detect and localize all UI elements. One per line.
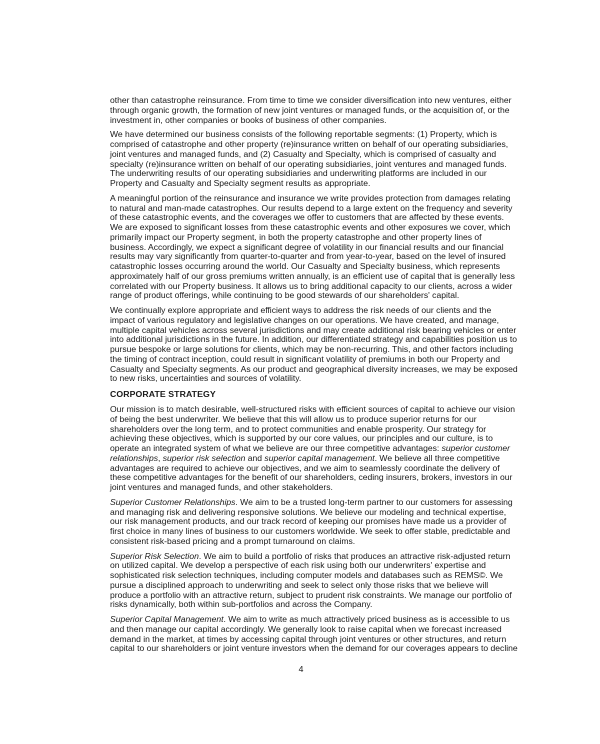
text-run: . We believe all three competitive: [374, 452, 500, 463]
text-line: shareholders over the long term, and to protect communities and enable prosperity. Our strategy for: [110, 423, 487, 434]
text-line: Property and Casualty and Specialty segment results as appropriate.: [110, 178, 371, 188]
text-line: sophisticated risk selection techniques, including computer models and databases such as REMS©. We: [110, 570, 503, 580]
text-line: The underwriting results of our operating subsidiaries and underwriting platforms are included in our: [110, 168, 487, 179]
text-line: risks dynamically, both within sub-portfolios and across the Company.: [110, 599, 373, 610]
text-run: operate an integrated system of what we believe are our three competitive advantages:: [110, 443, 442, 453]
paragraph-capital-management: [110, 614, 518, 654]
text-line: approximately half of our gross premiums written annually, is an efficient use of capital that is generally less: [110, 270, 515, 281]
text-line: produce a portfolio with an attractive return, subject to prudent risk constraints. We manage our portfolio of: [110, 589, 512, 600]
text-line: through organic growth, the formation of new joint ventures or managed funds, or the acquisition of, or the: [110, 104, 510, 115]
text-line: impact of various regulatory and legislative changes on our operations. We have created, and manage,: [110, 314, 499, 325]
text-line: on utilized capital. We develop a perspective of each risk using both our underwriters' expertise and: [110, 560, 486, 571]
text-line: of these catastrophic events, and the coverages we offer to customers that are affected by these events.: [110, 212, 505, 223]
text-line: We have determined our business consists of the following reportable segments: (1) Property, which is: [110, 129, 497, 140]
subsection-title: Superior Risk Selection: [110, 550, 199, 561]
text-run: and: [245, 452, 265, 463]
text-line: and then manage our capital accordingly. We generally look to raise capital when we forecast increased: [110, 623, 502, 634]
paragraph-catastrophes: [110, 192, 515, 301]
text-line: primarily impact our Property segment, in both the property catastrophe and other property lines of: [110, 231, 482, 242]
italic-term: superior risk selection: [162, 452, 246, 463]
text-run: . We aim to build a portfolio of risks that produces an attractive risk-adjusted return: [198, 550, 511, 561]
italic-term: superior customer: [441, 443, 511, 453]
text-run: ,: [158, 452, 163, 463]
text-line: business. Accordingly, we expect a significant degree of volatility in our financial results and our financial: [110, 241, 504, 252]
paragraph-segments: [110, 129, 509, 189]
paragraph-mission: [110, 404, 516, 493]
page-number: 4: [298, 664, 304, 674]
document-page: [110, 95, 518, 674]
text-run: . We aim to be a trusted long-term partner to our customers for assessing: [235, 496, 513, 507]
text-line: of being the best underwriter. We believe that this will allow us to produce superior returns for our: [110, 413, 477, 424]
text-line: comprised of catastrophe and other property (re)insurance written on behalf of our operating subsidiaries,: [110, 139, 509, 149]
text-line: to natural and man-made catastrophes. Our results depend to a large extent on the frequency and severity: [110, 202, 513, 213]
paragraph-risk-needs: [110, 305, 518, 384]
text-line: other than catastrophe reinsurance. From time to time we consider diversification into new ventures, either: [110, 95, 512, 105]
paragraph-risk-selection: [110, 550, 512, 611]
text-line: specialty (re)insurance written on behalf of our operating subsidiaries, joint ventures and managed funds.: [110, 158, 507, 169]
text-line: advantages are required to achieve our objectives, and we aim to seamlessly coordinate the delivery of: [110, 462, 500, 473]
italic-term: relationships: [110, 452, 158, 463]
text-line: capital to our shareholders or joint venture investors when the demand for our coverages appears to decline: [110, 643, 518, 654]
text-line: We continually explore appropriate and efficient ways to address the risk needs of our clients and the: [110, 305, 492, 315]
paragraph-diversification: [110, 95, 512, 125]
text-line: demand in the market, at times by accessing capital through joint ventures or other structures, and return: [110, 633, 507, 644]
text-line: first choice in many lines of business to our customers worldwide. We seek to offer stable, predictable and: [110, 526, 511, 536]
paragraph-customer-relationships: [110, 496, 513, 547]
italic-term: superior capital management: [264, 452, 375, 463]
text-line: catastrophic losses occurring around the world. Our Casualty and Specialty business, which represents: [110, 261, 501, 271]
text-line: consistent risk-based pricing and a prompt turnaround on claims.: [110, 535, 356, 546]
text-line: joint ventures and managed funds, and other stakeholders.: [110, 482, 333, 492]
text-line: range of product offerings, while continuing to be good stewards of our shareholders' capital.: [110, 290, 460, 301]
text-line: achieving these objectives, which is supported by our core values, our principles and our culture, is to: [110, 433, 493, 444]
text-line: A meaningful portion of the reinsurance and insurance we write provides protection from damages relating: [110, 192, 511, 203]
text-line: We are exposed to significant losses from these catastrophic events and other exposures we cover, which: [110, 222, 511, 232]
text-line: results may vary significantly from quarter-to-quarter and from year-to-year, based on the level of insured: [110, 251, 506, 262]
text-run: . We aim to write as much attractively priced business as is accessible to us: [223, 614, 510, 624]
subsection-title: Superior Capital Management: [110, 614, 224, 624]
section-heading: CORPORATE STRATEGY: [110, 389, 216, 399]
text-line: multiple capital vehicles across several jurisdictions and may create additional risk bearing vehicles or enter: [110, 324, 517, 335]
text-line: these competitive advantages for the benefit of our shareholders, ceding insurers, brokers, investors in our: [110, 472, 513, 483]
text-line: and managing risk and delivering responsive solutions. We believe our modeling and technical expertise,: [110, 506, 507, 517]
text-line: into additional jurisdictions in the future. In addition, our differentiated strategy and capabilities position us to: [110, 334, 518, 345]
text-line: the timing of contract inception, could result in significant volatility of premiums in both our Property and: [110, 353, 501, 364]
text-line: joint ventures and managed funds, and (2) Casualty and Specialty, which is comprised of casualty and: [110, 148, 497, 159]
text-line: pursue bespoke or large solutions for clients, which may be non-recurring. This, and other factors including: [110, 344, 514, 354]
subsection-title: Superior Customer Relationships: [110, 496, 236, 507]
text-line: to new risks, uncertainties and sources of volatility.: [110, 373, 302, 384]
text-line: pursue a disciplined approach to underwriting and seek to select only those risks that we believe will: [110, 579, 489, 590]
text-line: our risk management products, and our track record of keeping our promises have made us a provider of: [110, 516, 507, 527]
text-line: investment in, other companies or books of business of other companies.: [110, 114, 387, 125]
text-line: correlated with our Property business. It allows us to bring additional capacity to our clients, across a wider: [110, 280, 513, 291]
text-line: Our mission is to match desirable, well-structured risks with efficient sources of capital to achieve our vision: [110, 404, 516, 414]
text-line: Casualty and Specialty segments. As our product and geographical diversity increases, we may be exposed: [110, 363, 518, 374]
